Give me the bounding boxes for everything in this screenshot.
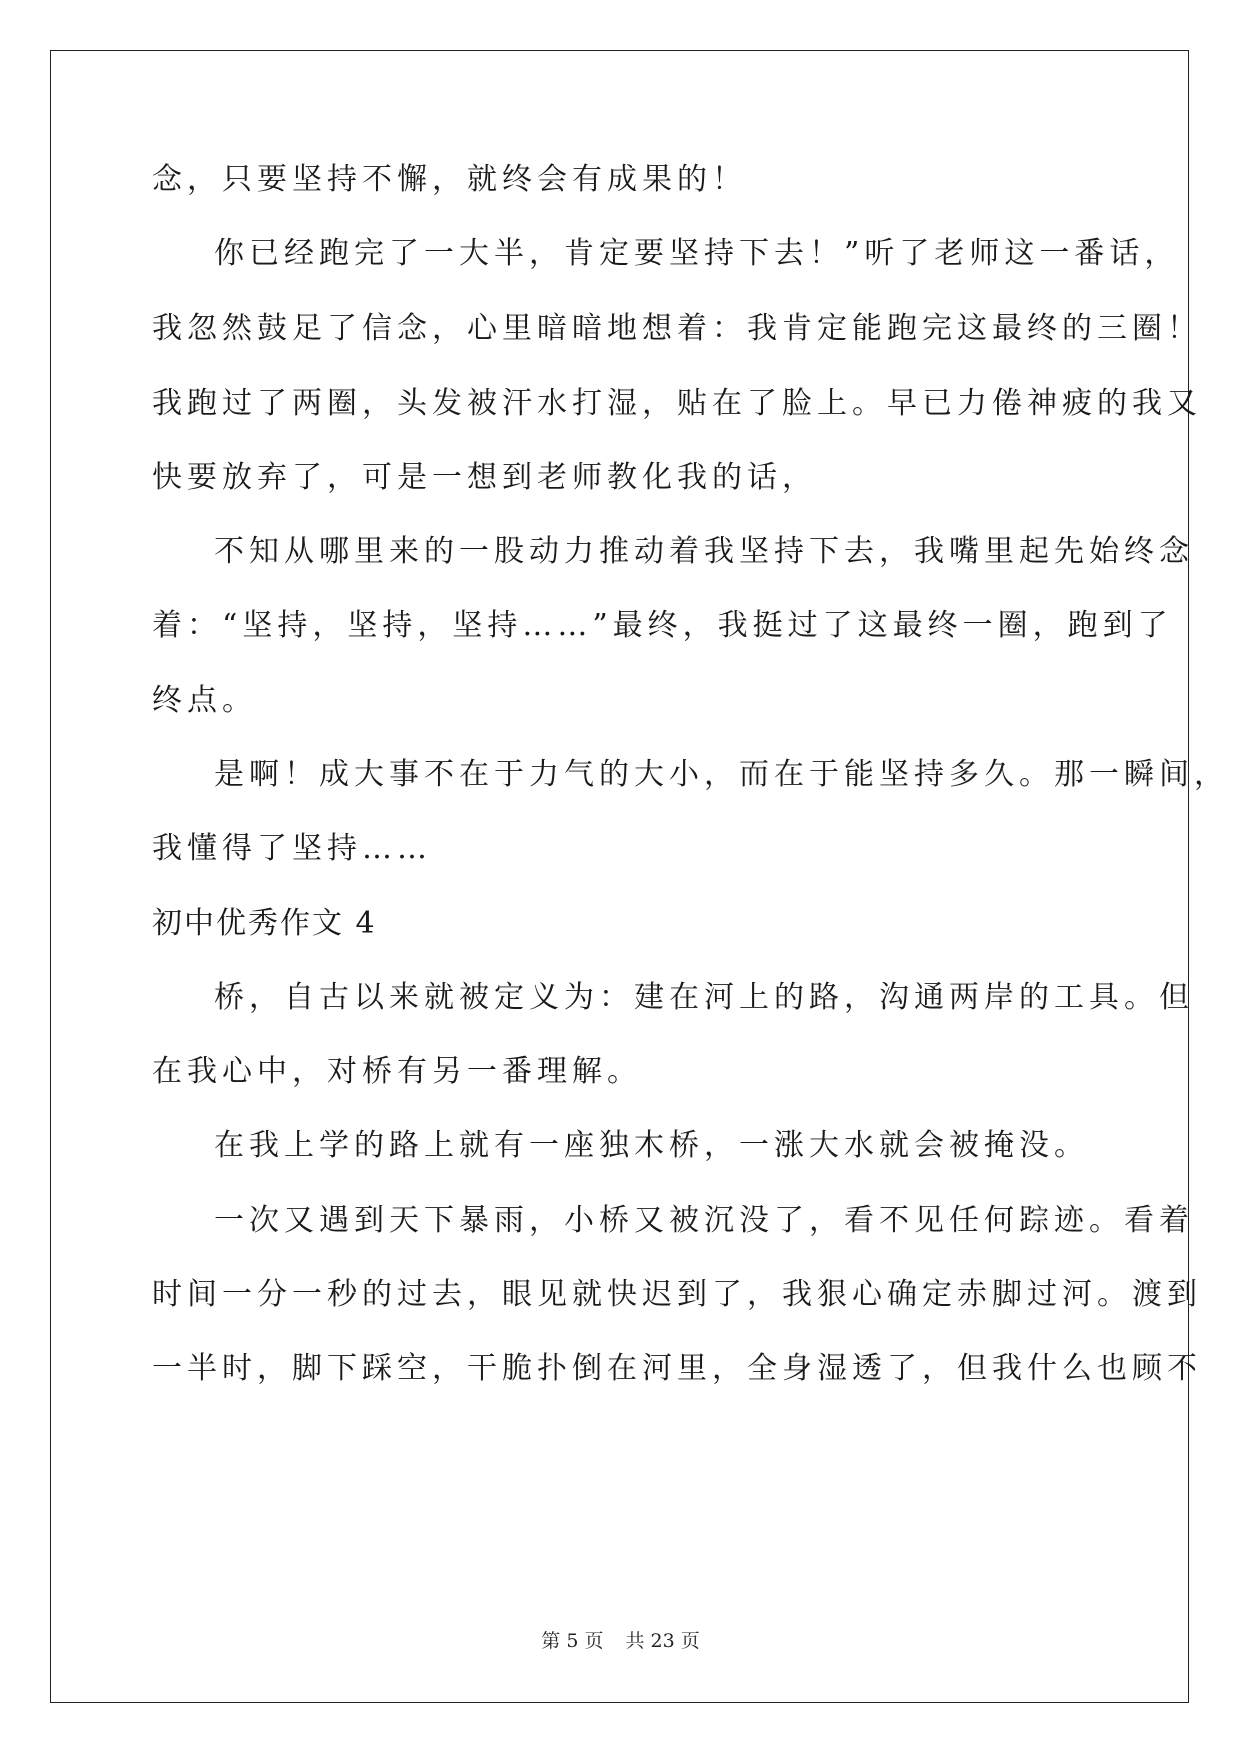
text-line: 在我上学的路上就有一座独木桥，一涨大水就会被掩没。 (214, 1128, 1089, 1163)
text-line: 在我心中，对桥有另一番理解。 (152, 1054, 642, 1089)
text-line: 是啊！成大事不在于力气的大小，而在于能坚持多久。那一瞬间， (214, 757, 1229, 792)
text-line: 一次又遇到天下暴雨，小桥又被沉没了，看不见任何踪迹。看着 (214, 1203, 1194, 1238)
text-line: 快要放弃了，可是一想到老师教化我的话， (152, 460, 817, 495)
text-line: 我懂得了坚持…… (152, 831, 432, 866)
text-line: 你已经跑完了一大半，肯定要坚持下去！”听了老师这一番话， (214, 236, 1180, 271)
page-total: 共 23 页 (625, 1630, 700, 1652)
text-line: 念，只要坚持不懈，就终会有成果的！ (152, 162, 747, 197)
text-line: 终点。 (152, 683, 257, 718)
page-border (50, 50, 1189, 1703)
page-footer (0, 1626, 1241, 1653)
text-line: 我忽然鼓足了信念，心里暗暗地想着：我肯定能跑完这最终的三圈！ (152, 311, 1202, 346)
text-line: 我跑过了两圈，头发被汗水打湿，贴在了脸上。早已力倦神疲的我又 (152, 386, 1202, 421)
text-line: 着：“坚持，坚持，坚持……”最终，我挺过了这最终一圈，跑到了 (152, 608, 1173, 643)
text-line: 不知从哪里来的一股动力推动着我坚持下去，我嘴里起先始终念 (214, 534, 1194, 569)
text-line: 一半时，脚下踩空，干脆扑倒在河里，全身湿透了，但我什么也顾不 (152, 1351, 1202, 1386)
text-line: 时间一分一秒的过去，眼见就快迟到了，我狠心确定赤脚过河。渡到 (152, 1277, 1202, 1312)
text-line: 桥，自古以来就被定义为：建在河上的路，沟通两岸的工具。但 (214, 980, 1194, 1015)
section-heading: 初中优秀作文 4 (152, 906, 377, 941)
page-number: 第 5 页 (541, 1630, 604, 1652)
